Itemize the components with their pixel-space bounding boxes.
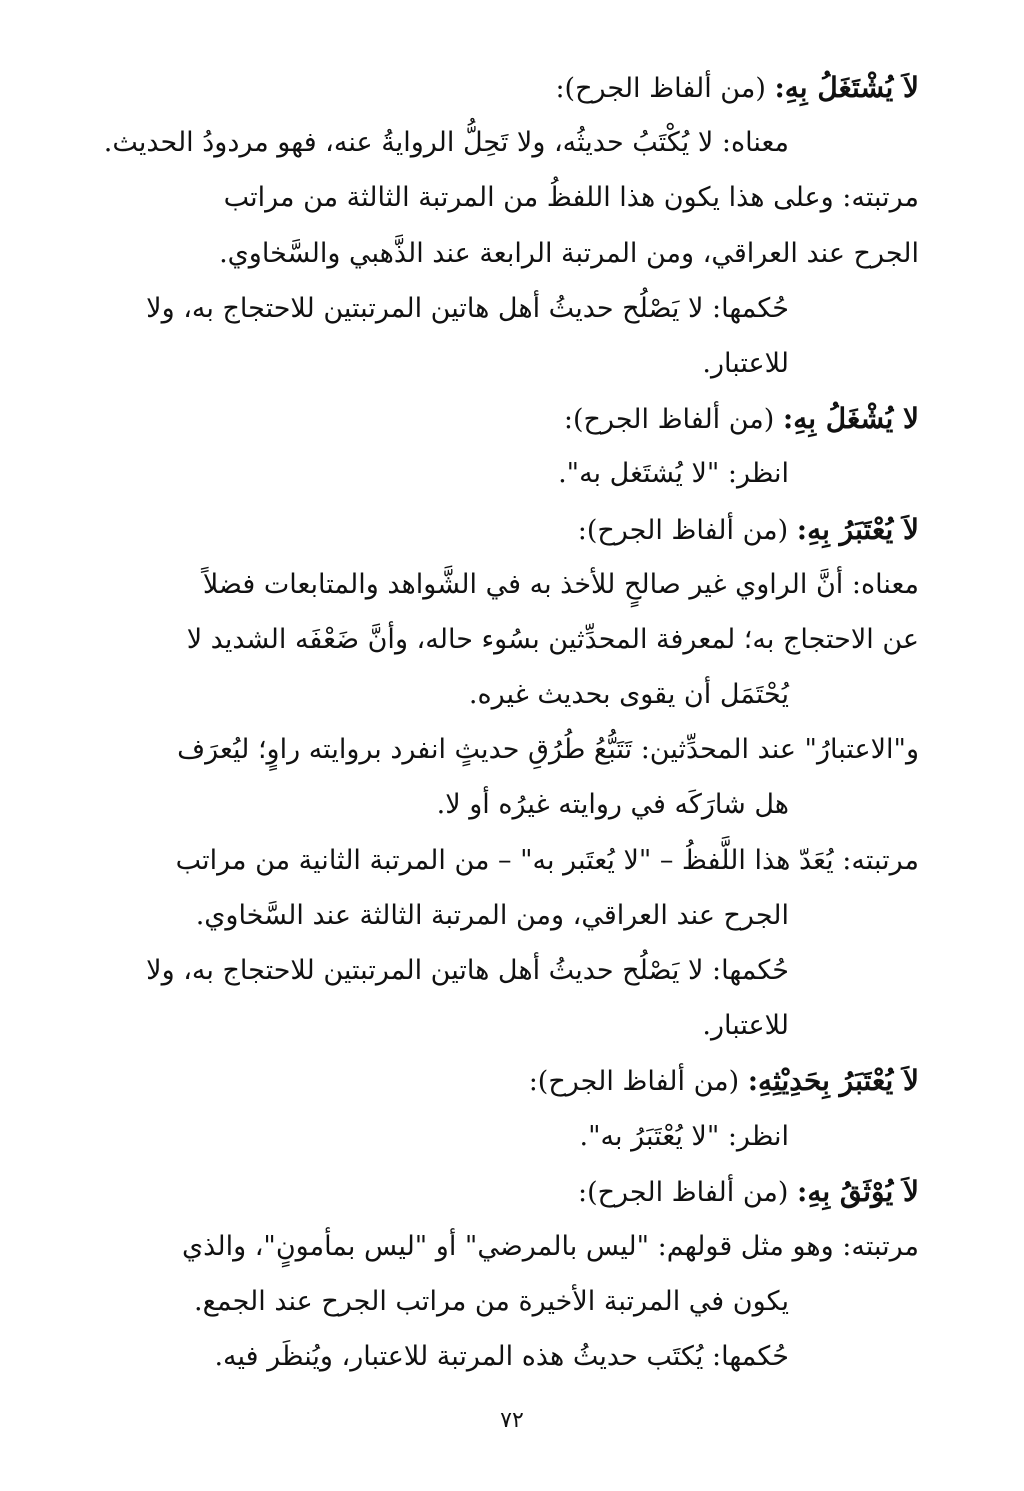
entry-category-note: (من ألفاظ الجرح): <box>577 1176 789 1208</box>
glossary-entry <box>104 1053 919 1163</box>
entry-text-line: الجرح عند العراقي، ومن المرتبة الرابعة عند الذَّهبي والسَّخاوي. <box>219 237 919 269</box>
entry-heading <box>104 1164 919 1219</box>
entry-term: لاَ يُعْتَبَرُ بِحَدِيْثِهِ: <box>747 1064 919 1098</box>
entry-term: لاَ يُشْتَغَلُ بِهِ: <box>774 71 919 104</box>
entry-text-line: هل شارَكَه في روايته غيرُه أو لا. <box>436 789 789 821</box>
entry-text-line: الجرح عند العراقي، ومن المرتبة الثالثة عند السَّخاوي. <box>195 899 789 931</box>
entry-text-line: حُكمها: يُكتَب حديثُ هذه المرتبة للاعتبار، ويُنظَر فيه. <box>214 1341 789 1373</box>
entry-text-line: مرتبته: يُعَدّ هذا اللَّفظُ – "لا يُعتَبر به" – من المرتبة الثانية من مراتب <box>175 844 919 876</box>
entry-category-note: (من ألفاظ الجرح): <box>577 514 789 546</box>
entry-text-line: مرتبته: وعلى هذا يكون هذا اللفظُ من المرتبة الثالثة من مراتب <box>223 182 919 214</box>
entry-text-line: مرتبته: وهو مثل قولهم: "ليس بالمرضي" أو "ليس بمأمونٍ"، والذي <box>182 1230 919 1262</box>
entry-term: لاَ يُعْتَبَرُ بِهِ: <box>796 512 919 546</box>
entry-text-line: معناه: لا يُكْتَبُ حديثُه، ولا تَحِلُّ الروايةُ عنه، فهو مردودُ الحديث. <box>103 127 789 159</box>
entry-category-note: (من ألفاظ الجرح): <box>555 73 766 104</box>
entry-body <box>104 1109 919 1164</box>
entry-heading <box>104 502 919 557</box>
entry-text-line: و"الاعتبارُ" عند المحدِّثين: تَتَبُّعُ طُرُقِ حديثٍ انفرد بروايته راوٍ؛ ليُعرَف <box>177 734 919 766</box>
entry-heading <box>104 1053 919 1108</box>
entry-text-line: يكون في المرتبة الأخيرة من مراتب الجرح عند الجمع. <box>194 1286 789 1318</box>
entry-text-line: حُكمها: لا يَصْلُح حديثُ أهل هاتين المرتبتين للاحتجاج به، ولا <box>146 292 789 324</box>
entry-term: لاَ يُوْثَقُ بِهِ: <box>796 1174 919 1208</box>
entry-text-line: يُحْتَمَل أن يقوى بحديث غيره. <box>468 679 789 711</box>
glossary-entry <box>104 502 919 1054</box>
entry-text-line: للاعتبار. <box>702 1010 789 1042</box>
entry-body <box>104 557 919 1054</box>
entry-heading <box>104 60 919 115</box>
entry-text-line: معناه: أنَّ الراوي غير صالحٍ للأخذ به في الشَّواهد والمتابعات فضلاً <box>202 568 919 600</box>
entry-heading <box>104 391 919 446</box>
glossary-entry <box>104 391 919 501</box>
entry-category-note: (من ألفاظ الجرح): <box>528 1066 740 1098</box>
page-number: ٧٢ <box>500 1408 524 1433</box>
glossary-entry <box>104 60 919 391</box>
entry-category-note: (من ألفاظ الجرح): <box>563 404 775 436</box>
entry-text-line: انظر: "لا يُشتَغل به". <box>558 458 789 490</box>
page-content <box>104 60 919 1385</box>
entry-body <box>104 446 919 501</box>
entry-body <box>104 115 919 391</box>
entry-term: لا يُشْغَلُ بِهِ: <box>782 402 919 436</box>
entry-text-line: حُكمها: لا يَصْلُح حديثُ أهل هاتين المرتبتين للاحتجاج به، ولا <box>146 955 789 986</box>
entry-body <box>104 1219 919 1385</box>
entry-text-line: عن الاحتجاج به؛ لمعرفة المحدِّثين بسُوء حاله، وأنَّ ضَعْفَه الشديد لا <box>186 623 919 655</box>
glossary-entry <box>104 1164 919 1385</box>
entry-text-line: للاعتبار. <box>702 347 789 379</box>
entry-text-line: انظر: "لا يُعْتَبَرُ به". <box>579 1120 789 1152</box>
